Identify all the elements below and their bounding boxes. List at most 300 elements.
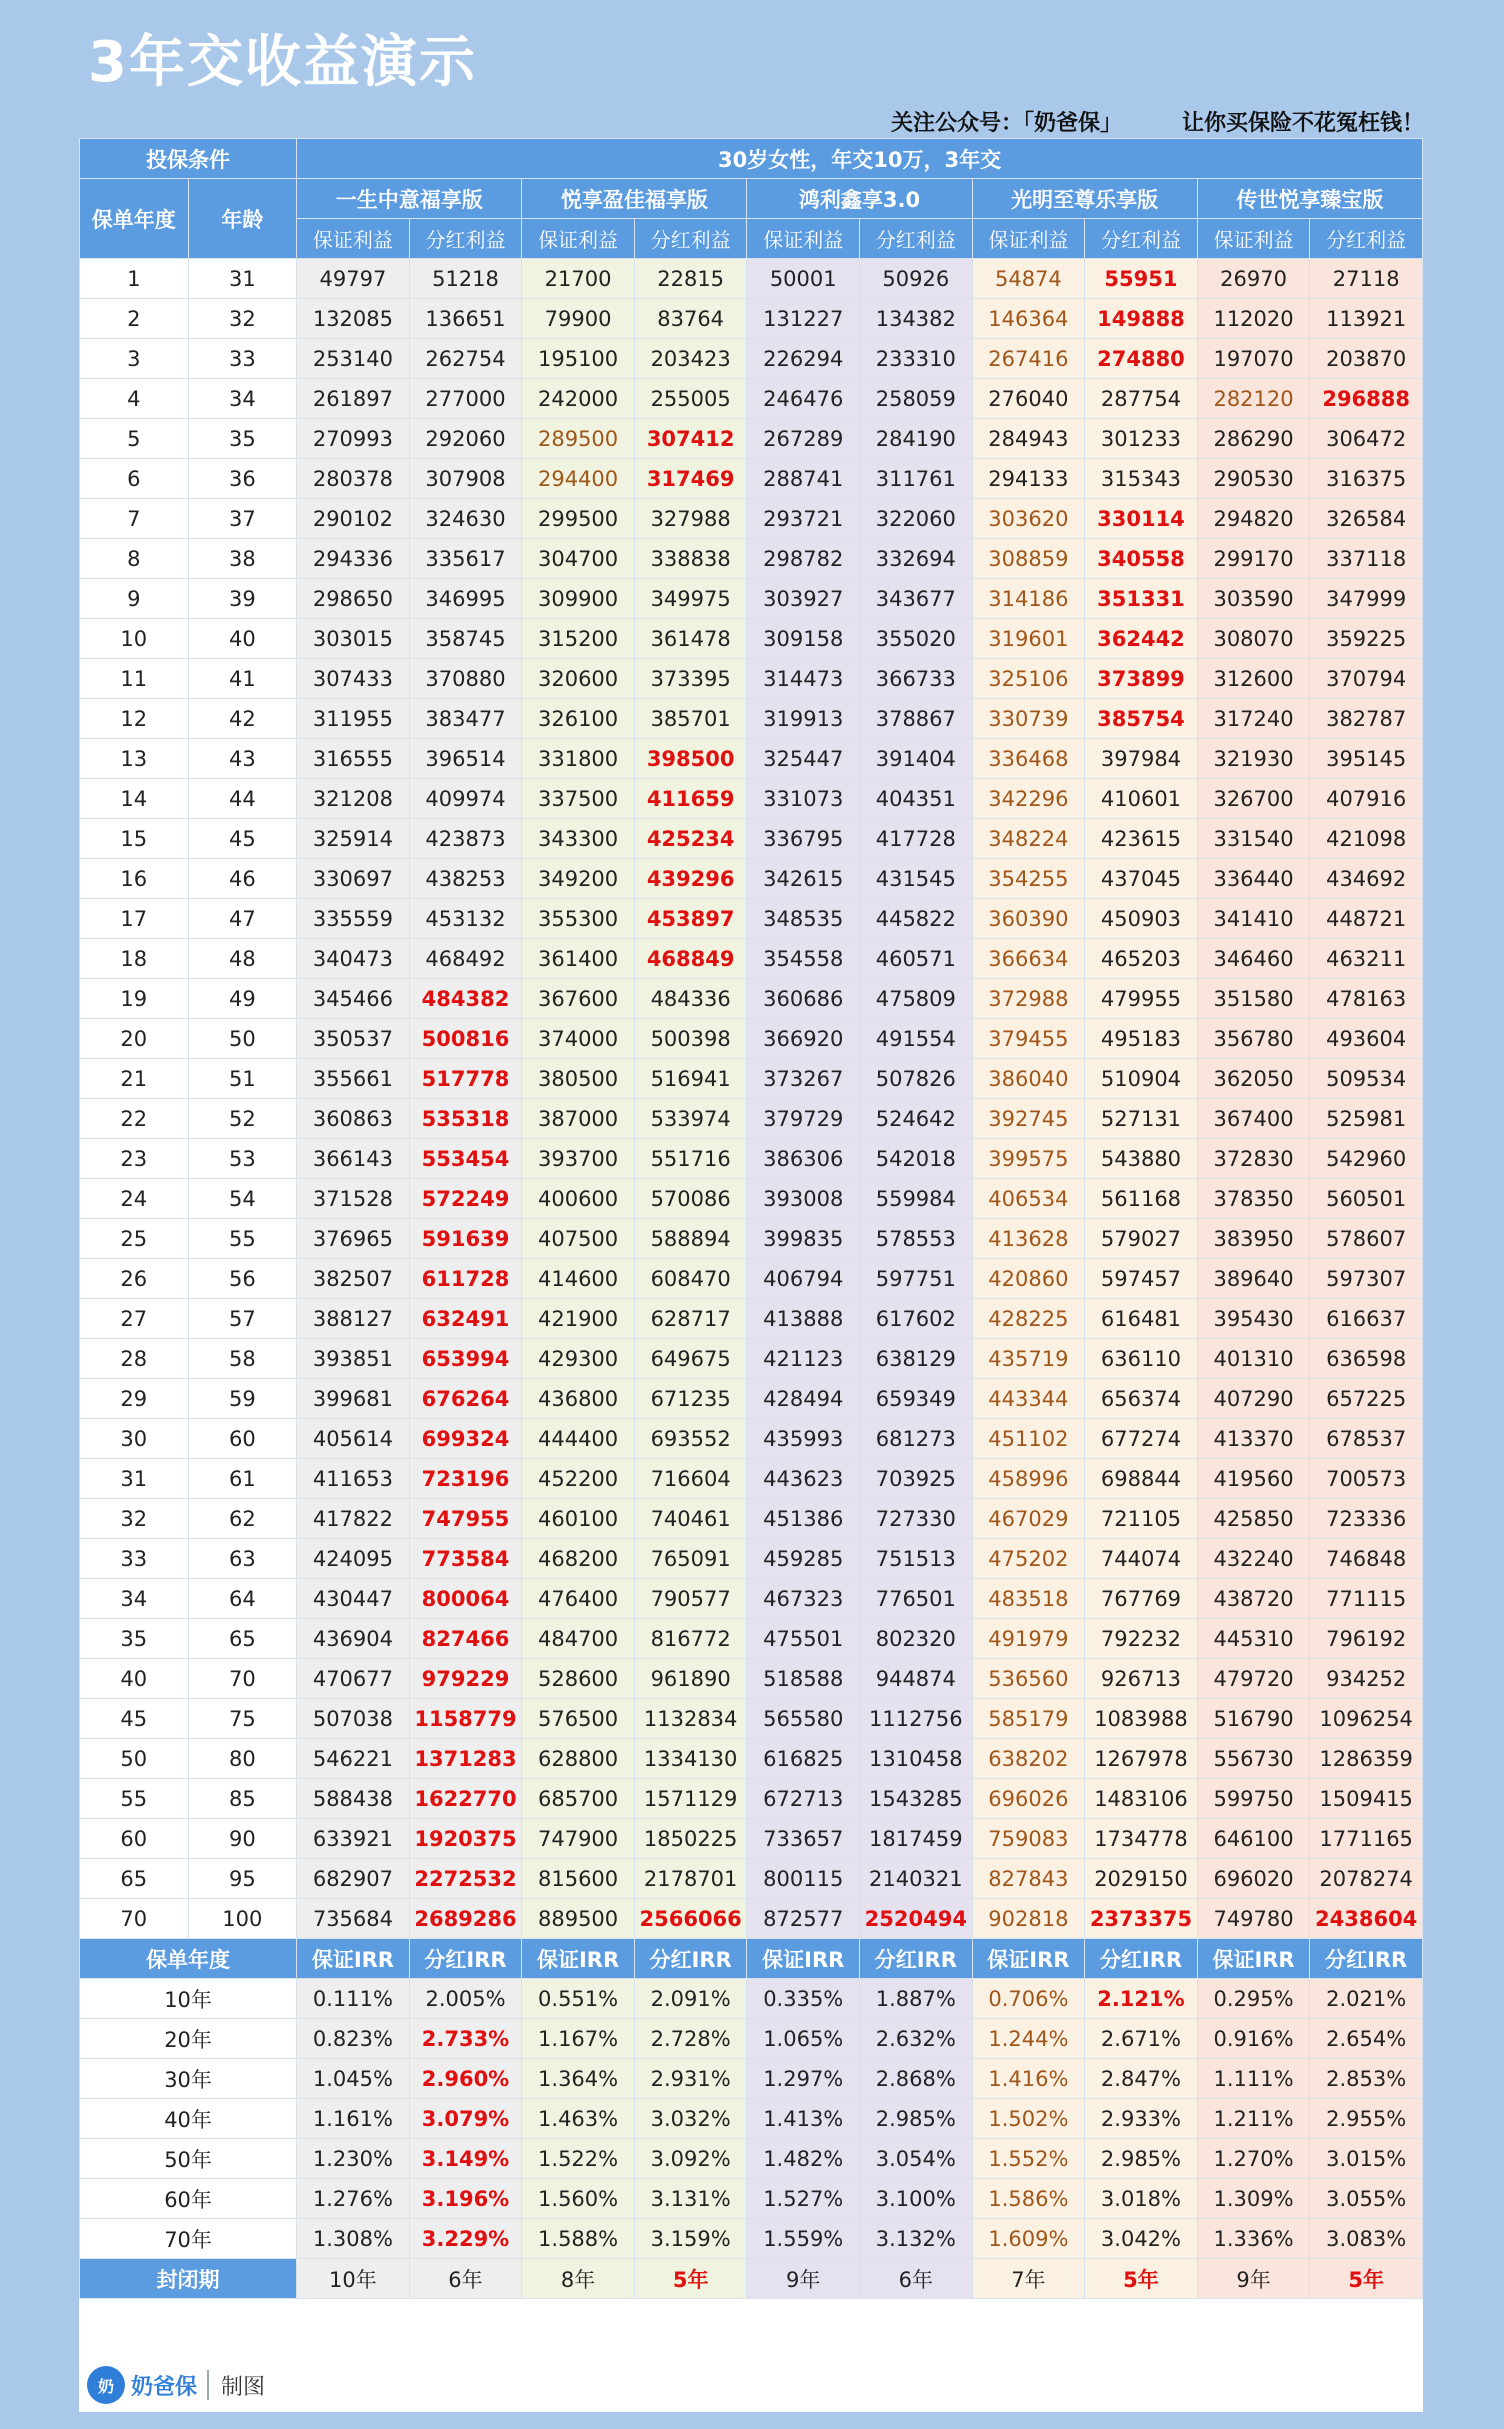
irr-row [80, 2219, 1423, 2259]
value-cell: 290530 [1197, 459, 1310, 499]
age-cell: 60 [188, 1419, 297, 1459]
value-cell: 698844 [1085, 1459, 1198, 1499]
policy-year-cell: 65 [80, 1859, 189, 1899]
value-cell: 393700 [522, 1139, 635, 1179]
value-cell: 396514 [409, 739, 522, 779]
value-cell: 735684 [297, 1899, 410, 1939]
value-cell: 292060 [409, 419, 522, 459]
value-cell: 49797 [297, 259, 410, 299]
irr-value-cell: 3.018% [1085, 2179, 1198, 2219]
irr-value-cell: 3.229% [409, 2219, 522, 2259]
irr-header: 保证IRR [522, 1939, 635, 1979]
value-cell: 303590 [1197, 579, 1310, 619]
irr-value-cell: 2.955% [1310, 2099, 1423, 2139]
value-cell: 287754 [1085, 379, 1198, 419]
age-cell: 31 [188, 259, 297, 299]
value-cell: 366634 [972, 939, 1085, 979]
value-cell: 277000 [409, 379, 522, 419]
value-cell: 315343 [1085, 459, 1198, 499]
value-cell: 424095 [297, 1539, 410, 1579]
value-cell: 2689286 [409, 1899, 522, 1939]
value-cell: 559984 [860, 1179, 973, 1219]
value-cell: 322060 [860, 499, 973, 539]
value-cell: 197070 [1197, 339, 1310, 379]
irr-value-cell: 0.111% [297, 1979, 410, 2019]
irr-value-cell: 3.132% [860, 2219, 973, 2259]
value-cell: 2272532 [409, 1859, 522, 1899]
policy-year-cell: 31 [80, 1459, 189, 1499]
value-cell: 616481 [1085, 1299, 1198, 1339]
value-cell: 335559 [297, 899, 410, 939]
value-cell: 233310 [860, 339, 973, 379]
closed-period-cell: 9年 [1197, 2259, 1310, 2299]
value-cell: 579027 [1085, 1219, 1198, 1259]
policy-year-cell: 27 [80, 1299, 189, 1339]
value-cell: 468200 [522, 1539, 635, 1579]
value-cell: 551716 [634, 1139, 747, 1179]
value-cell: 616637 [1310, 1299, 1423, 1339]
value-cell: 656374 [1085, 1379, 1198, 1419]
value-cell: 331073 [747, 779, 860, 819]
value-cell: 1334130 [634, 1739, 747, 1779]
policy-year-cell: 34 [80, 1579, 189, 1619]
value-cell: 543880 [1085, 1139, 1198, 1179]
value-cell: 370880 [409, 659, 522, 699]
age-cell: 36 [188, 459, 297, 499]
age-cell: 65 [188, 1619, 297, 1659]
value-cell: 934252 [1310, 1659, 1423, 1699]
value-cell: 827466 [409, 1619, 522, 1659]
value-cell: 386040 [972, 1059, 1085, 1099]
value-cell: 83764 [634, 299, 747, 339]
value-cell: 926713 [1085, 1659, 1198, 1699]
sub-header: 分红利益 [860, 219, 973, 259]
value-cell: 749780 [1197, 1899, 1310, 1939]
policy-year-cell: 20 [80, 1019, 189, 1059]
irr-header: 分红IRR [634, 1939, 747, 1979]
value-cell: 448721 [1310, 899, 1423, 939]
value-cell: 366920 [747, 1019, 860, 1059]
irr-header-row [80, 1939, 1423, 1979]
table-row [80, 779, 1423, 819]
value-cell: 50001 [747, 259, 860, 299]
value-cell: 423615 [1085, 819, 1198, 859]
value-cell: 638202 [972, 1739, 1085, 1779]
table-row [80, 739, 1423, 779]
value-cell: 653994 [409, 1339, 522, 1379]
value-cell: 373899 [1085, 659, 1198, 699]
value-cell: 274880 [1085, 339, 1198, 379]
age-cell: 100 [188, 1899, 297, 1939]
age-cell: 43 [188, 739, 297, 779]
value-cell: 470677 [297, 1659, 410, 1699]
value-cell: 346460 [1197, 939, 1310, 979]
value-cell: 400600 [522, 1179, 635, 1219]
irr-header: 保证IRR [972, 1939, 1085, 1979]
value-cell: 356780 [1197, 1019, 1310, 1059]
value-cell: 633921 [297, 1819, 410, 1859]
value-cell: 289500 [522, 419, 635, 459]
value-cell: 385754 [1085, 699, 1198, 739]
value-cell: 746848 [1310, 1539, 1423, 1579]
value-cell: 740461 [634, 1499, 747, 1539]
irr-value-cell: 0.551% [522, 1979, 635, 2019]
irr-value-cell: 0.823% [297, 2019, 410, 2059]
policy-year-cell: 23 [80, 1139, 189, 1179]
value-cell: 309158 [747, 619, 860, 659]
value-cell: 659349 [860, 1379, 973, 1419]
value-cell: 348224 [972, 819, 1085, 859]
value-cell: 696020 [1197, 1859, 1310, 1899]
irr-value-cell: 3.042% [1085, 2219, 1198, 2259]
table-row [80, 539, 1423, 579]
value-cell: 420860 [972, 1259, 1085, 1299]
value-cell: 299170 [1197, 539, 1310, 579]
age-cell: 44 [188, 779, 297, 819]
irr-value-cell: 2.960% [409, 2059, 522, 2099]
value-cell: 570086 [634, 1179, 747, 1219]
value-cell: 771115 [1310, 1579, 1423, 1619]
sub-header: 分红利益 [1310, 219, 1423, 259]
value-cell: 362050 [1197, 1059, 1310, 1099]
age-cell: 75 [188, 1699, 297, 1739]
value-cell: 796192 [1310, 1619, 1423, 1659]
table-row [80, 579, 1423, 619]
table-row [80, 1179, 1423, 1219]
irr-header: 分红IRR [860, 1939, 973, 1979]
policy-year-cell: 2 [80, 299, 189, 339]
value-cell: 428225 [972, 1299, 1085, 1339]
value-cell: 1371283 [409, 1739, 522, 1779]
irr-header: 保证IRR [297, 1939, 410, 1979]
value-cell: 404351 [860, 779, 973, 819]
table-row [80, 1659, 1423, 1699]
value-cell: 284190 [860, 419, 973, 459]
policy-year-cell: 7 [80, 499, 189, 539]
value-cell: 372988 [972, 979, 1085, 1019]
irr-value-cell: 1.167% [522, 2019, 635, 2059]
value-cell: 284943 [972, 419, 1085, 459]
value-cell: 979229 [409, 1659, 522, 1699]
age-cell: 57 [188, 1299, 297, 1339]
value-cell: 308070 [1197, 619, 1310, 659]
irr-value-cell: 3.131% [634, 2179, 747, 2219]
value-cell: 436904 [297, 1619, 410, 1659]
value-cell: 261897 [297, 379, 410, 419]
value-cell: 382507 [297, 1259, 410, 1299]
value-cell: 361478 [634, 619, 747, 659]
age-cell: 34 [188, 379, 297, 419]
irr-value-cell: 2.847% [1085, 2059, 1198, 2099]
value-cell: 401310 [1197, 1339, 1310, 1379]
value-cell: 535318 [409, 1099, 522, 1139]
value-cell: 303927 [747, 579, 860, 619]
value-cell: 374000 [522, 1019, 635, 1059]
value-cell: 399835 [747, 1219, 860, 1259]
irr-value-cell: 3.015% [1310, 2139, 1423, 2179]
table-row [80, 819, 1423, 859]
value-cell: 509534 [1310, 1059, 1423, 1099]
irr-value-cell: 1.270% [1197, 2139, 1310, 2179]
irr-value-cell: 3.196% [409, 2179, 522, 2219]
policy-year-cell: 21 [80, 1059, 189, 1099]
closed-period-cell: 6年 [860, 2259, 973, 2299]
value-cell: 354558 [747, 939, 860, 979]
value-cell: 872577 [747, 1899, 860, 1939]
value-cell: 413888 [747, 1299, 860, 1339]
policy-year-cell: 29 [80, 1379, 189, 1419]
table-row [80, 1019, 1423, 1059]
irr-value-cell: 2.654% [1310, 2019, 1423, 2059]
age-cell: 56 [188, 1259, 297, 1299]
value-cell: 407916 [1310, 779, 1423, 819]
value-cell: 392745 [972, 1099, 1085, 1139]
value-cell: 359225 [1310, 619, 1423, 659]
value-cell: 296888 [1310, 379, 1423, 419]
value-cell: 349975 [634, 579, 747, 619]
age-cell: 45 [188, 819, 297, 859]
value-cell: 1850225 [634, 1819, 747, 1859]
irr-value-cell: 0.335% [747, 1979, 860, 2019]
value-cell: 751513 [860, 1539, 973, 1579]
value-cell: 767769 [1085, 1579, 1198, 1619]
value-cell: 1622770 [409, 1779, 522, 1819]
value-cell: 561168 [1085, 1179, 1198, 1219]
value-cell: 439296 [634, 859, 747, 899]
value-cell: 311955 [297, 699, 410, 739]
value-cell: 747955 [409, 1499, 522, 1539]
value-cell: 468492 [409, 939, 522, 979]
policy-year-cell: 13 [80, 739, 189, 779]
age-cell: 80 [188, 1739, 297, 1779]
table-row [80, 259, 1423, 299]
value-cell: 597751 [860, 1259, 973, 1299]
value-cell: 340473 [297, 939, 410, 979]
value-cell: 371528 [297, 1179, 410, 1219]
benefit-body [80, 259, 1423, 1939]
value-cell: 397984 [1085, 739, 1198, 779]
value-cell: 463211 [1310, 939, 1423, 979]
value-cell: 307908 [409, 459, 522, 499]
value-cell: 386306 [747, 1139, 860, 1179]
sub-header: 保证利益 [297, 219, 410, 259]
value-cell: 79900 [522, 299, 635, 339]
value-cell: 195100 [522, 339, 635, 379]
value-cell: 112020 [1197, 299, 1310, 339]
irr-row [80, 2019, 1423, 2059]
footer [79, 2358, 1423, 2412]
value-cell: 351580 [1197, 979, 1310, 1019]
value-cell: 1771165 [1310, 1819, 1423, 1859]
value-cell: 597307 [1310, 1259, 1423, 1299]
value-cell: 636110 [1085, 1339, 1198, 1379]
irr-value-cell: 1.588% [522, 2219, 635, 2259]
irr-value-cell: 1.161% [297, 2099, 410, 2139]
value-cell: 727330 [860, 1499, 973, 1539]
value-cell: 1483106 [1085, 1779, 1198, 1819]
value-cell: 2029150 [1085, 1859, 1198, 1899]
policy-year-cell: 3 [80, 339, 189, 379]
table-row [80, 1099, 1423, 1139]
irr-value-cell: 3.054% [860, 2139, 973, 2179]
value-cell: 411653 [297, 1459, 410, 1499]
value-cell: 338838 [634, 539, 747, 579]
value-cell: 1543285 [860, 1779, 973, 1819]
irr-value-cell: 1.502% [972, 2099, 1085, 2139]
value-cell: 1083988 [1085, 1699, 1198, 1739]
policy-year-cell: 70 [80, 1899, 189, 1939]
value-cell: 360686 [747, 979, 860, 1019]
age-cell: 51 [188, 1059, 297, 1099]
table-row [80, 1219, 1423, 1259]
value-cell: 500816 [409, 1019, 522, 1059]
irr-year-header: 保单年度 [80, 1939, 297, 1979]
value-cell: 379729 [747, 1099, 860, 1139]
value-cell: 303015 [297, 619, 410, 659]
value-cell: 453897 [634, 899, 747, 939]
value-cell: 298782 [747, 539, 860, 579]
policy-year-cell: 45 [80, 1699, 189, 1739]
value-cell: 346995 [409, 579, 522, 619]
value-cell: 436800 [522, 1379, 635, 1419]
policy-year-cell: 32 [80, 1499, 189, 1539]
value-cell: 759083 [972, 1819, 1085, 1859]
closed-period-row [80, 2259, 1423, 2299]
value-cell: 437045 [1085, 859, 1198, 899]
sub-header: 保证利益 [972, 219, 1085, 259]
value-cell: 657225 [1310, 1379, 1423, 1419]
value-cell: 889500 [522, 1899, 635, 1939]
value-cell: 395430 [1197, 1299, 1310, 1339]
value-cell: 253140 [297, 339, 410, 379]
irr-year-cell: 20年 [80, 2019, 297, 2059]
table-row [80, 1619, 1423, 1659]
irr-value-cell: 2.121% [1085, 1979, 1198, 2019]
value-cell: 576500 [522, 1699, 635, 1739]
value-cell: 136651 [409, 299, 522, 339]
value-cell: 638129 [860, 1339, 973, 1379]
value-cell: 700573 [1310, 1459, 1423, 1499]
irr-value-cell: 1.560% [522, 2179, 635, 2219]
value-cell: 387000 [522, 1099, 635, 1139]
slogan: 让你买保险不花冤枉钱！ [1181, 111, 1424, 136]
age-cell: 64 [188, 1579, 297, 1619]
value-cell: 366143 [297, 1139, 410, 1179]
value-cell: 546221 [297, 1739, 410, 1779]
value-cell: 536560 [972, 1659, 1085, 1699]
policy-year-cell: 11 [80, 659, 189, 699]
age-cell: 37 [188, 499, 297, 539]
value-cell: 556730 [1197, 1739, 1310, 1779]
irr-value-cell: 2.733% [409, 2019, 522, 2059]
value-cell: 294820 [1197, 499, 1310, 539]
value-cell: 672713 [747, 1779, 860, 1819]
value-cell: 389640 [1197, 1259, 1310, 1299]
irr-value-cell: 1.297% [747, 2059, 860, 2099]
value-cell: 360390 [972, 899, 1085, 939]
value-cell: 294336 [297, 539, 410, 579]
age-cell: 47 [188, 899, 297, 939]
closed-period-cell: 6年 [409, 2259, 522, 2299]
irr-value-cell: 2.868% [860, 2059, 973, 2099]
value-cell: 483518 [972, 1579, 1085, 1619]
value-cell: 276040 [972, 379, 1085, 419]
table-row [80, 299, 1423, 339]
value-cell: 479955 [1085, 979, 1198, 1019]
value-cell: 459285 [747, 1539, 860, 1579]
value-cell: 902818 [972, 1899, 1085, 1939]
closed-period-cell: 5年 [634, 2259, 747, 2299]
value-cell: 445310 [1197, 1619, 1310, 1659]
value-cell: 765091 [634, 1539, 747, 1579]
age-cell: 59 [188, 1379, 297, 1419]
age-cell: 52 [188, 1099, 297, 1139]
value-cell: 1132834 [634, 1699, 747, 1739]
irr-value-cell: 1.276% [297, 2179, 410, 2219]
value-cell: 434692 [1310, 859, 1423, 899]
value-cell: 373395 [634, 659, 747, 699]
value-cell: 383950 [1197, 1219, 1310, 1259]
value-cell: 478163 [1310, 979, 1423, 1019]
table-row [80, 659, 1423, 699]
value-cell: 475809 [860, 979, 973, 1019]
value-cell: 721105 [1085, 1499, 1198, 1539]
value-cell: 131227 [747, 299, 860, 339]
policy-year-cell: 10 [80, 619, 189, 659]
value-cell: 476400 [522, 1579, 635, 1619]
value-cell: 414600 [522, 1259, 635, 1299]
irr-value-cell: 3.159% [634, 2219, 747, 2259]
irr-year-cell: 60年 [80, 2179, 297, 2219]
value-cell: 533974 [634, 1099, 747, 1139]
value-cell: 2078274 [1310, 1859, 1423, 1899]
value-cell: 312600 [1197, 659, 1310, 699]
value-cell: 628800 [522, 1739, 635, 1779]
value-cell: 565580 [747, 1699, 860, 1739]
irr-value-cell: 3.079% [409, 2099, 522, 2139]
age-cell: 32 [188, 299, 297, 339]
policy-year-cell: 25 [80, 1219, 189, 1259]
policy-year-cell: 18 [80, 939, 189, 979]
value-cell: 776501 [860, 1579, 973, 1619]
value-cell: 475202 [972, 1539, 1085, 1579]
value-cell: 393008 [747, 1179, 860, 1219]
product-header: 一生中意福享版 [297, 179, 522, 219]
irr-value-cell: 2.728% [634, 2019, 747, 2059]
value-cell: 301233 [1085, 419, 1198, 459]
sub-header: 分红利益 [634, 219, 747, 259]
value-cell: 306472 [1310, 419, 1423, 459]
value-cell: 345466 [297, 979, 410, 1019]
value-cell: 527131 [1085, 1099, 1198, 1139]
closed-period-cell: 8年 [522, 2259, 635, 2299]
table-row [80, 499, 1423, 539]
table-row [80, 899, 1423, 939]
value-cell: 827843 [972, 1859, 1085, 1899]
value-cell: 816772 [634, 1619, 747, 1659]
value-cell: 553454 [409, 1139, 522, 1179]
age-cell: 90 [188, 1819, 297, 1859]
table-row [80, 1419, 1423, 1459]
value-cell: 355300 [522, 899, 635, 939]
value-cell: 961890 [634, 1659, 747, 1699]
value-cell: 491554 [860, 1019, 973, 1059]
value-cell: 203870 [1310, 339, 1423, 379]
table-row [80, 339, 1423, 379]
table-row [80, 379, 1423, 419]
policy-year-cell: 9 [80, 579, 189, 619]
policy-year-cell: 6 [80, 459, 189, 499]
